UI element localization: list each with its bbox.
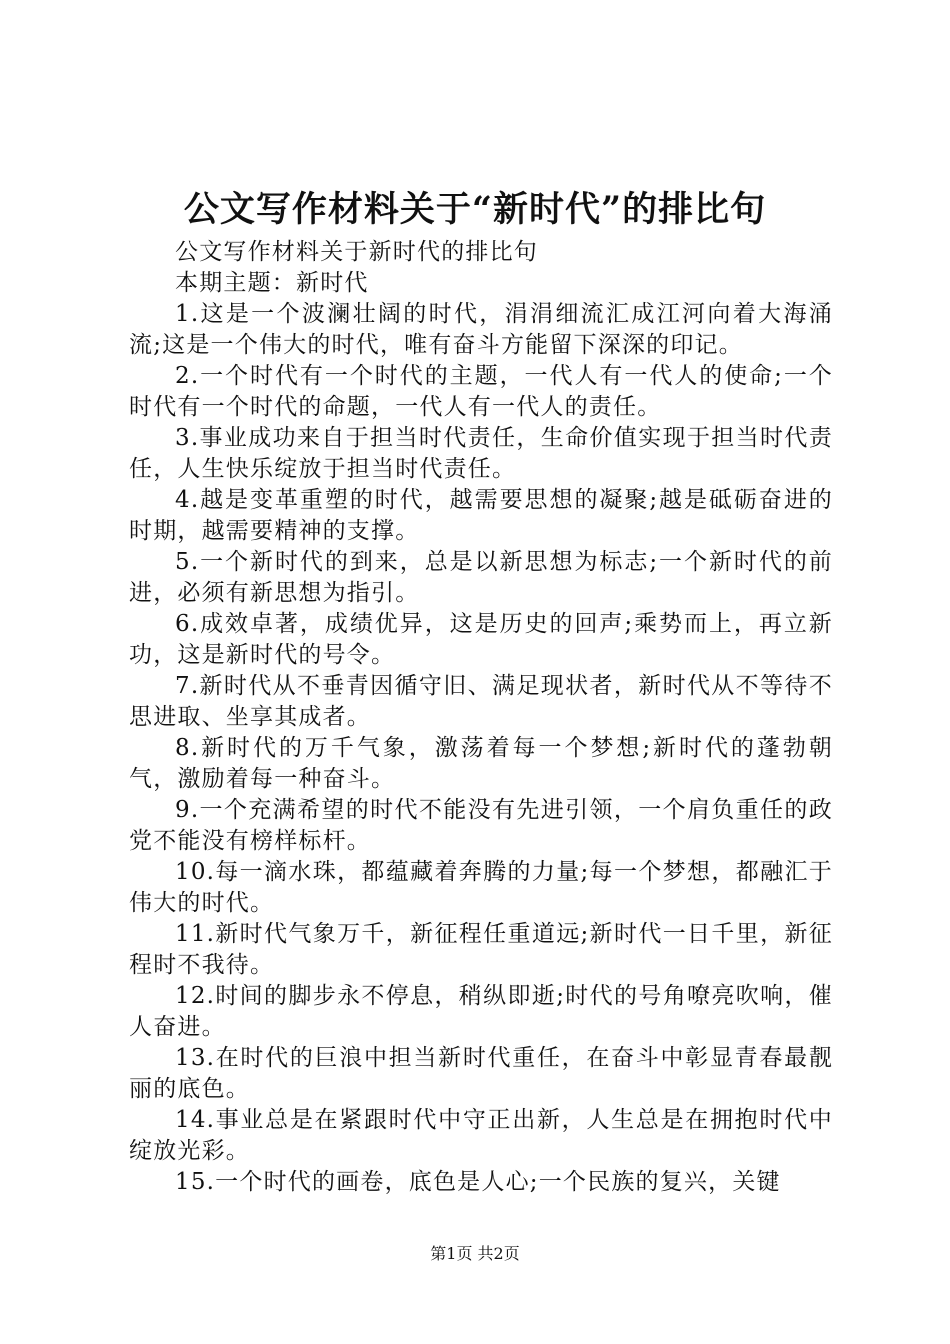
list-item: 11.新时代气象万千，新征程任重道远;新时代一日千里，新征程时不我待。 — [129, 921, 833, 978]
list-item: 12.时间的脚步永不停息，稍纵即逝;时代的号角嘹亮吹响，催人奋进。 — [129, 983, 833, 1040]
list-item: 4.越是变革重塑的时代，越需要思想的凝聚;越是砥砺奋进的时期，越需要精神的支撑。 — [129, 487, 833, 544]
list-item: 9.一个充满希望的时代不能没有先进引领，一个肩负重任的政党不能没有榜样标杆。 — [129, 797, 833, 854]
document-body — [129, 237, 833, 1198]
list-item: 13.在时代的巨浪中担当新时代重任，在奋斗中彰显青春最靓丽的底色。 — [129, 1045, 833, 1102]
page-footer: 第1页 共2页 — [430, 1244, 520, 1263]
intro-line: 公文写作材料关于新时代的排比句 — [175, 239, 538, 265]
list-item: 7.新时代从不垂青因循守旧、满足现状者，新时代从不等待不思进取、坐享其成者。 — [129, 673, 833, 730]
list-item: 15.一个时代的画卷，底色是人心;一个民族的复兴，关键 — [175, 1169, 781, 1195]
list-item: 5.一个新时代的到来，总是以新思想为标志;一个新时代的前进，必须有新思想为指引。 — [129, 549, 833, 606]
list-item: 10.每一滴水珠，都蕴藏着奔腾的力量;每一个梦想，都融汇于伟大的时代。 — [129, 859, 833, 916]
list-item: 6.成效卓著，成绩优异，这是历史的回声;乘势而上，再立新功，这是新时代的号令。 — [129, 611, 833, 668]
list-item: 3.事业成功来自于担当时代责任，生命价值实现于担当时代责任，人生快乐绽放于担当时代责任。 — [129, 425, 833, 482]
document-title: 公文写作材料关于“新时代”的排比句 — [183, 189, 767, 230]
theme-line: 本期主题：新时代 — [175, 270, 369, 296]
list-item: 2.一个时代有一个时代的主题，一代人有一代人的使命;一个时代有一个时代的命题，一代人有一代人的责任。 — [129, 363, 833, 420]
list-item: 8.新时代的万千气象，激荡着每一个梦想;新时代的蓬勃朝气，激励着每一种奋斗。 — [129, 735, 833, 792]
list-item: 1.这是一个波澜壮阔的时代，涓涓细流汇成江河向着大海涌流;这是一个伟大的时代，唯有奋斗方能留下深深的印记。 — [129, 301, 833, 358]
list-item: 14.事业总是在紧跟时代中守正出新，人生总是在拥抱时代中绽放光彩。 — [129, 1107, 833, 1164]
